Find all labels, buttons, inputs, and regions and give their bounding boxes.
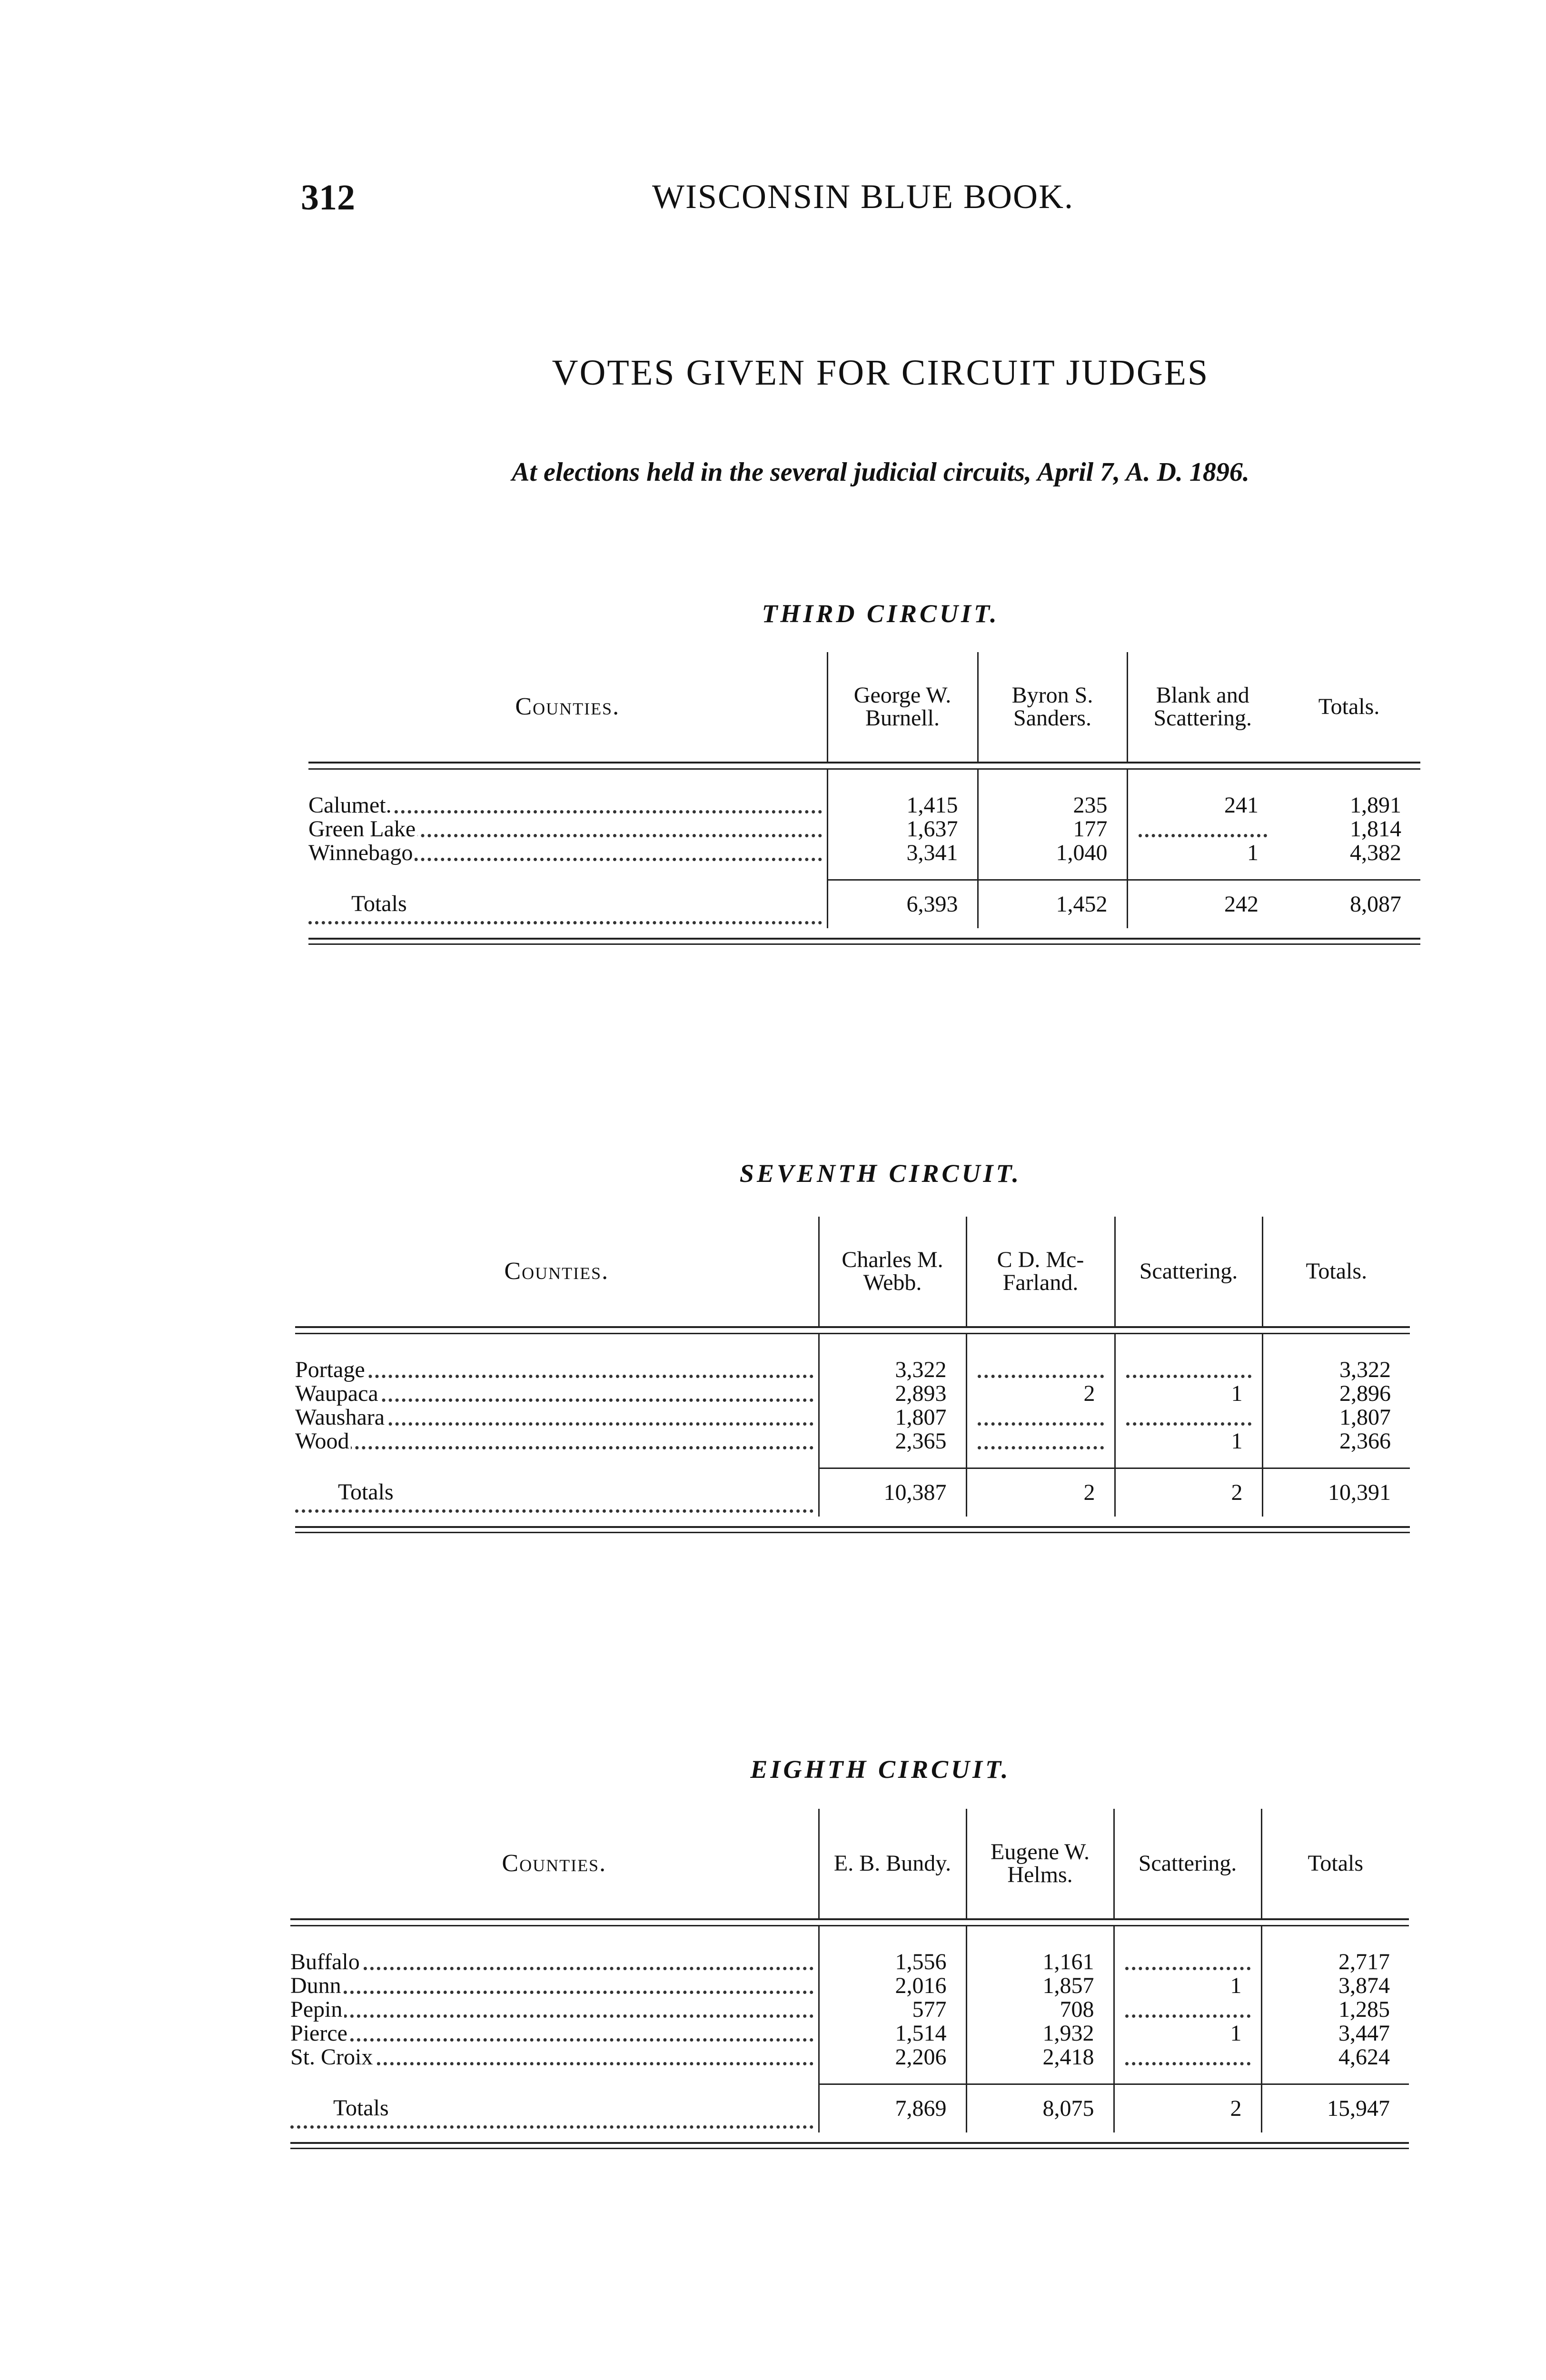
column-header-candidate: George W. Burnell.	[827, 652, 978, 763]
column-header-totals: Totals	[1261, 1809, 1409, 1919]
table-row	[290, 1950, 1409, 1974]
total-cell: 3,322	[1262, 1358, 1410, 1382]
total-vote-cell: 1,452	[978, 880, 1127, 929]
column-header-scattering: Blank and Scattering.	[1127, 652, 1278, 763]
vote-cell-blank	[966, 1429, 1115, 1453]
vote-cell: 1	[1115, 1429, 1262, 1453]
table-row	[308, 841, 1420, 865]
table-row	[290, 2045, 1409, 2069]
column-header-candidate: E. B. Bundy.	[819, 1809, 966, 1919]
vote-cell: 1,857	[966, 1974, 1114, 1998]
column-header-totals: Totals.	[1262, 1217, 1410, 1327]
column-header-counties: Counties.	[308, 652, 827, 763]
grand-total-cell: 8,087	[1350, 892, 1401, 917]
county-name: Pepin	[290, 1998, 344, 2022]
county-name: Dunn	[290, 1974, 343, 1998]
county-name: Wood	[295, 1429, 351, 1453]
vote-cell: 1	[1114, 1974, 1261, 1998]
vote-cell: 1,556	[819, 1950, 966, 1974]
vote-cell: 2	[966, 1382, 1115, 1406]
vote-cell: 3,341	[827, 841, 978, 865]
total-cell: 1,814	[1350, 816, 1401, 842]
vote-cell: 1	[1114, 2022, 1261, 2045]
county-name: Green Lake	[308, 817, 417, 841]
county-name: Waushara	[295, 1406, 386, 1429]
grand-total-cell: 15,947	[1261, 2084, 1409, 2133]
vote-cell-blank	[1115, 1358, 1262, 1382]
total-vote-cell: 2	[1115, 1468, 1262, 1517]
vote-cell: 235	[978, 793, 1127, 817]
table-row	[295, 1406, 1410, 1429]
county-name: Winnebago	[308, 841, 415, 865]
page-number: 312	[301, 178, 355, 218]
vote-cell-blank	[1115, 1406, 1262, 1429]
vote-cell: 577	[819, 1998, 966, 2022]
vote-cell: 241	[1127, 793, 1278, 817]
total-vote-cell: 7,869	[819, 2084, 966, 2133]
totals-row	[308, 880, 1420, 929]
totals-label: Totals	[308, 891, 409, 916]
table-row	[295, 1382, 1410, 1406]
total-vote-cell: 8,075	[966, 2084, 1114, 2133]
vote-cell-blank	[1127, 817, 1278, 841]
column-header-counties: Counties.	[295, 1217, 819, 1327]
running-head	[0, 177, 1546, 234]
column-header-scattering: Scattering.	[1115, 1217, 1262, 1327]
county-name: Waupaca	[295, 1382, 380, 1406]
column-header-totals: Totals.	[1278, 652, 1420, 763]
county-name: Portage	[295, 1358, 367, 1382]
vote-cell: 1,415	[827, 793, 978, 817]
total-cell: 1,285	[1261, 1998, 1409, 2022]
vote-cell-blank	[966, 1406, 1115, 1429]
total-vote-cell: 2	[966, 1468, 1115, 1517]
third-circuit-table	[308, 652, 1420, 945]
vote-cell-blank	[1114, 1950, 1261, 1974]
vote-cell: 2,893	[819, 1382, 966, 1406]
table-row	[290, 1998, 1409, 2022]
vote-cell: 2,418	[966, 2045, 1114, 2069]
total-cell: 4,624	[1261, 2045, 1409, 2069]
totals-row	[290, 2084, 1409, 2133]
total-cell: 2,896	[1262, 1382, 1410, 1406]
county-name: St. Croix	[290, 2045, 375, 2069]
table-row	[290, 2022, 1409, 2045]
eighth-circuit-title: EIGHTH CIRCUIT.	[750, 1755, 1011, 1784]
page-title: VOTES GIVEN FOR CIRCUIT JUDGES	[552, 353, 1209, 393]
total-vote-cell: 242	[1127, 880, 1278, 929]
total-cell: 2,366	[1262, 1429, 1410, 1453]
seventh-circuit-title: SEVENTH CIRCUIT.	[739, 1159, 1022, 1188]
vote-cell: 1,637	[827, 817, 978, 841]
table-row	[295, 1429, 1410, 1453]
vote-cell: 1	[1115, 1382, 1262, 1406]
vote-cell-blank	[966, 1358, 1115, 1382]
table-row	[308, 793, 1420, 817]
column-header-candidate: C D. Mc-Farland.	[966, 1217, 1115, 1327]
vote-cell: 177	[978, 817, 1127, 841]
total-cell: 4,382	[1350, 840, 1401, 865]
total-vote-cell: 6,393	[827, 880, 978, 929]
vote-cell: 1,932	[966, 2022, 1114, 2045]
column-header-counties: Counties.	[290, 1809, 819, 1919]
total-cell: 3,874	[1261, 1974, 1409, 1998]
vote-cell: 1,040	[978, 841, 1127, 865]
vote-cell: 2,206	[819, 2045, 966, 2069]
county-name: Buffalo	[290, 1950, 362, 1974]
totals-label: Totals	[295, 1479, 396, 1505]
seventh-circuit-table	[295, 1217, 1410, 1533]
county-name: Calumet.	[308, 793, 394, 817]
totals-row	[295, 1468, 1410, 1517]
table-row	[308, 817, 1420, 841]
vote-cell: 1,514	[819, 2022, 966, 2045]
third-circuit-title: THIRD CIRCUIT.	[762, 599, 1000, 628]
column-header-candidate: Eugene W. Helms.	[966, 1809, 1114, 1919]
vote-cell: 2,016	[819, 1974, 966, 1998]
total-cell: 1,891	[1350, 793, 1401, 818]
page-subtitle: At elections held in the several judicial circuits, April 7, A. D. 1896.	[512, 457, 1249, 487]
totals-label: Totals	[290, 2095, 391, 2121]
vote-cell: 1	[1127, 841, 1278, 865]
total-cell: 1,807	[1262, 1406, 1410, 1429]
table-row	[290, 1974, 1409, 1998]
total-cell: 2,717	[1261, 1950, 1409, 1974]
column-header-candidate: Byron S. Sanders.	[978, 652, 1127, 763]
book-title: WISCONSIN BLUE BOOK.	[652, 178, 1074, 216]
vote-cell-blank	[1114, 2045, 1261, 2069]
vote-cell: 708	[966, 1998, 1114, 2022]
vote-cell: 3,322	[819, 1358, 966, 1382]
eighth-circuit-table	[290, 1809, 1409, 2149]
column-header-scattering: Scattering.	[1114, 1809, 1261, 1919]
vote-cell-blank	[1114, 1998, 1261, 2022]
vote-cell: 1,807	[819, 1406, 966, 1429]
county-name: Pierce	[290, 2022, 349, 2045]
column-header-candidate: Charles M. Webb.	[819, 1217, 966, 1327]
total-vote-cell: 2	[1114, 2084, 1261, 2133]
total-vote-cell: 10,387	[819, 1468, 966, 1517]
vote-cell: 1,161	[966, 1950, 1114, 1974]
total-cell: 3,447	[1261, 2022, 1409, 2045]
grand-total-cell: 10,391	[1262, 1468, 1410, 1517]
vote-cell: 2,365	[819, 1429, 966, 1453]
table-row	[295, 1358, 1410, 1382]
